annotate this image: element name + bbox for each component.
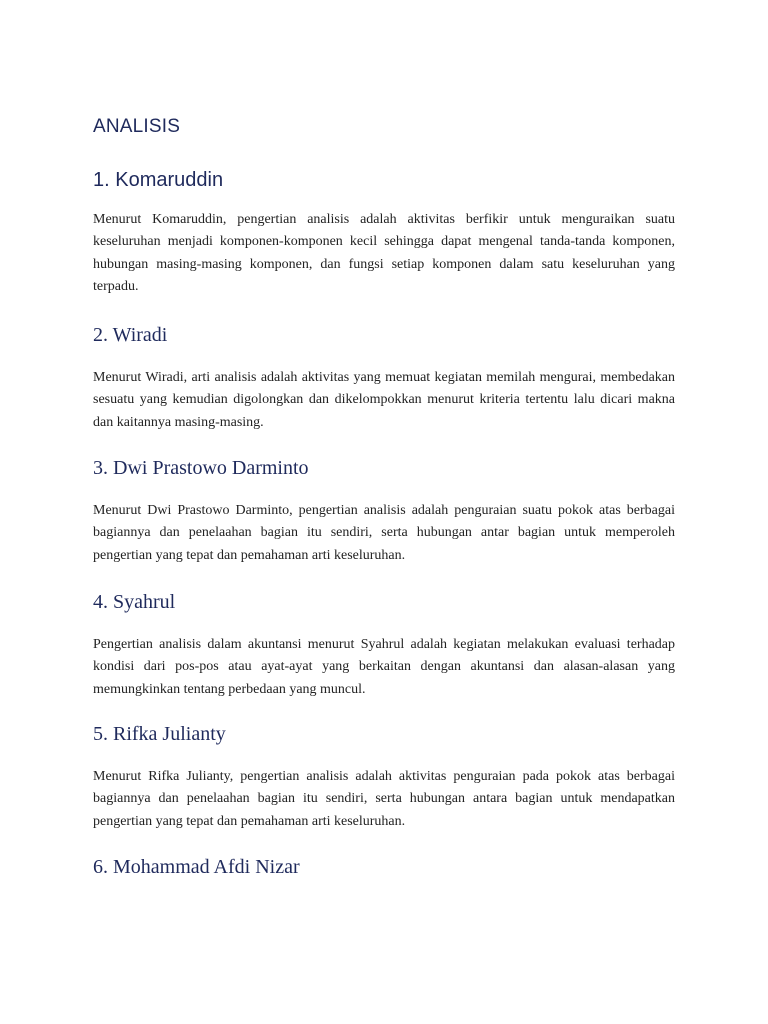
section-heading: 5. Rifka Julianty bbox=[93, 723, 226, 745]
section-paragraph: Pengertian analisis dalam akuntansi menurut Syahrul adalah kegiatan melakukan evaluasi terhadap kondisi dari pos-pos atau ayat-ayat yang berkaitan dengan akuntansi dan alasan-alasan yang memungkinkan tentang perbedaan yang muncul. bbox=[93, 637, 675, 697]
section-paragraph: Menurut Rifka Julianty, pengertian analisis adalah aktivitas penguraian pada pokok atas berbagai bagiannya dan penelaahan bagian itu sendiri, serta hubungan antara bagian untuk mendapatkan pengertian yang tepat dan pemahaman arti keseluruhan. bbox=[93, 769, 675, 829]
section-paragraph: Menurut Komaruddin, pengertian analisis adalah aktivitas berfikir untuk menguraikan suatu keseluruhan menjadi komponen-komponen kecil sehingga dapat mengenal tanda-tanda komponen, hubungan masing-masing komponen, dan fungsi setiap komponen dalam satu keseluruhan yang terpadu. bbox=[93, 212, 675, 294]
section-rifka-julianty bbox=[93, 722, 675, 833]
section-heading: 2. Wiradi bbox=[93, 324, 168, 346]
section-wiradi bbox=[93, 323, 675, 434]
section-komaruddin bbox=[93, 168, 675, 298]
section-heading: 6. Mohammad Afdi Nizar bbox=[93, 856, 300, 878]
section-syahrul bbox=[93, 590, 675, 701]
section-heading: 1. Komaruddin bbox=[93, 169, 224, 191]
section-paragraph: Menurut Dwi Prastowo Darminto, pengertian analisis adalah penguraian suatu pokok atas berbagai bagiannya dan penelaahan bagian itu sendiri, serta hubungan antar bagian untuk memperoleh pengertian yang tepat dan pemahaman arti keseluruhan. bbox=[93, 503, 675, 563]
section-heading: 4. Syahrul bbox=[93, 591, 176, 613]
section-heading: 3. Dwi Prastowo Darminto bbox=[93, 457, 309, 479]
section-dwi-prastowo-darminto bbox=[93, 456, 675, 567]
section-mohammad-afdi-nizar bbox=[93, 855, 675, 879]
section-paragraph: Menurut Wiradi, arti analisis adalah aktivitas yang memuat kegiatan memilah mengurai, membedakan sesuatu yang kemudian digolongkan dan dikelompokkan menurut kriteria tertentu lalu dicari makna dan kaitannya masing-masing. bbox=[93, 370, 675, 430]
page-title: ANALISIS bbox=[93, 116, 181, 137]
